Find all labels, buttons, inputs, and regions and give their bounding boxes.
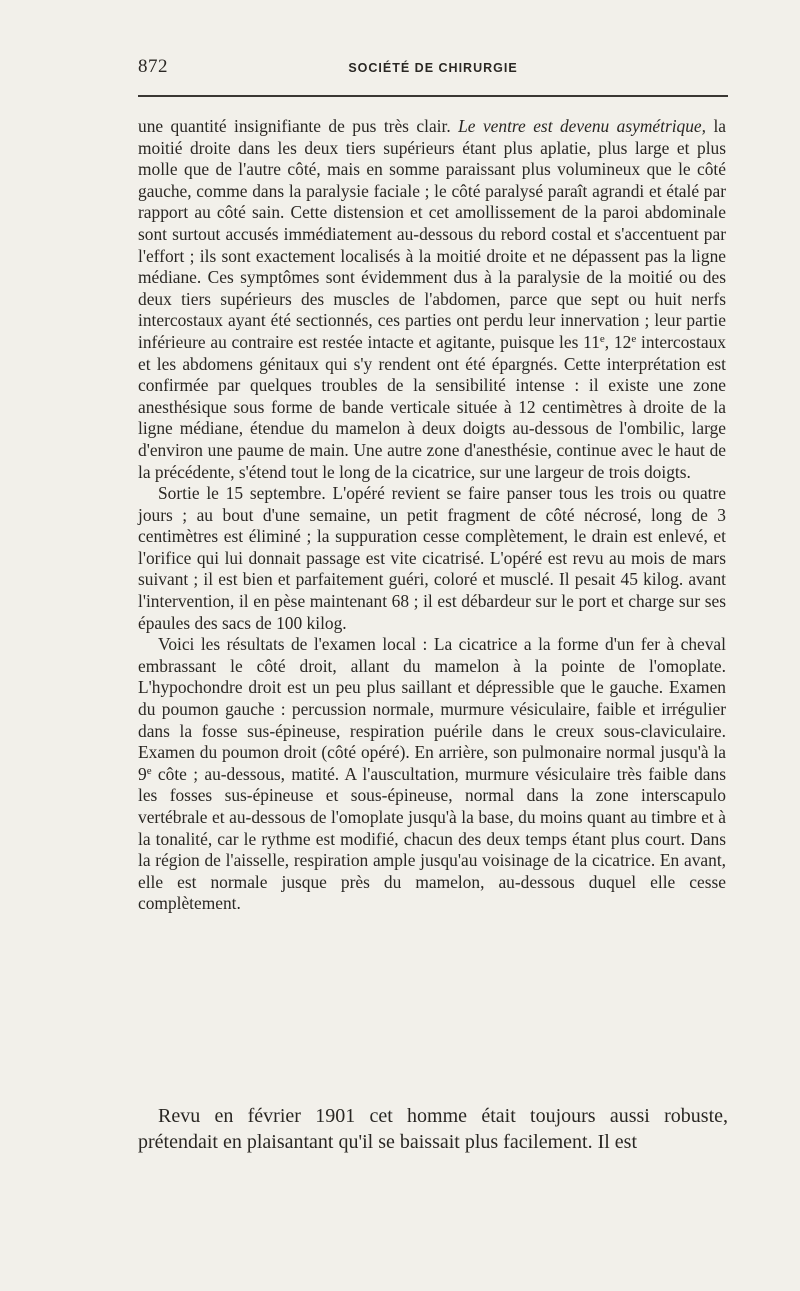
paragraph-2: Sortie le 15 septembre. L'opéré revient se faire panser tous les trois ou quatre jours ; au bout d'une semaine, un petit fragment de côté nécrosé, long de 3 centimètres est éliminé ; la suppuration cesse complètement, le drain est enlevé, et l'orifice qui lui donnait passage est vite cicatrisé. L'opéré est revu au mois de mars suivant ; il est bien et parfaitement guéri, coloré et musclé. Il pesait 45 kilog. avant l'intervention, il en pèse maintenant 68 ; il est débardeur sur le port et charge sur ses épaules des sacs de 100 kilog. bbox=[138, 483, 726, 633]
superscript: e bbox=[599, 332, 605, 345]
paragraph-1 bbox=[138, 116, 726, 483]
header-rule bbox=[138, 95, 728, 97]
page-header bbox=[138, 56, 728, 82]
page-number: 872 bbox=[138, 56, 168, 77]
paragraph-1-text-a: une quantité insignifiante de pus très clair. bbox=[138, 116, 459, 136]
paragraph-3-text-a: Voici les résultats de l'examen local : La cicatrice a la forme d'un fer à cheval embrassant le côté droit, allant du mamelon à la pointe de l'omoplate. L'hypochondre droit est un peu plus saillant et dépressible que le gauche. Examen du poumon gauche : percussion normale, murmure vésiculaire, faible et irrégulier dans la fosse sus-épineuse, respiration puérile dans le creux sous-claviculaire. Examen du poumon droit (côté opéré). En arrière, son pulmonaire normal jusqu'à la 9 bbox=[138, 634, 726, 784]
paragraph-1-text-b: la moitié droite dans les deux tiers supérieurs étant plus aplatie, plus large et plus molle que de l'autre côté, mais en somme paraissant plus volumineux que le côté gauche, comme dans la paralysie faciale ; le côté paralysé paraît agrandi et étalé par rapport au côté sain. Cette distension et cet amollissement de la paroi abdominale sont surtout accusés immédiatement au-dessous du rebord costal et s'accentuent par l'effort ; ils sont exactement localisés à la moitié droite et ne dépassent pas la ligne médiane. Ces symptômes sont évidemment dus à la paralysie de la moitié ou des deux tiers supérieurs des muscles de l'abdomen, parce que sept ou huit nerfs intercostaux ayant été sectionnés, ces parties ont perdu leur innervation ; leur partie inférieure au contraire est restée intacte et agitante, puisque les 11 bbox=[138, 116, 726, 352]
superscript: e bbox=[146, 764, 152, 777]
paragraph-3-text-b: côte ; au-dessous, matité. A l'auscultation, murmure vésiculaire très faible dans les fosses sus-épineuse et sous-épineuse, normal dans la zone interscapulo vertébrale et au-dessous de l'omoplate jusqu'à la base, du moins quant au timbre et à la tonalité, car le rythme est modifié, chacun des deux temps étant plus court. Dans la région de l'aisselle, respiration ample jusqu'au voisinage de la cicatrice. En avant, elle est normale jusque près du mamelon, au-dessous duquel elle cesse complètement. bbox=[138, 763, 726, 914]
paragraph-3 bbox=[138, 634, 726, 915]
body-text bbox=[138, 116, 726, 915]
running-head: SOCIÉTÉ DE CHIRURGIE bbox=[348, 61, 518, 75]
paragraph-1-text-c: , 12 bbox=[604, 331, 632, 352]
paragraph-4: Revu en février 1901 cet homme était toujours aussi robuste, prétendait en plaisantant qu'il se baissait plus facilement. Il est bbox=[138, 1105, 728, 1153]
paragraph-1-italic: Le ventre est devenu asymétrique, bbox=[458, 116, 706, 136]
superscript: e bbox=[631, 332, 637, 345]
paragraph-1-text-d: intercostaux et les abdomens génitaux qui s'y rendent ont été épargnés. Cette interprétation est confirmée par quelques troubles de la sensibilité intense : il existe une zone anesthésique sous forme de bande verticale située à 12 centimètres à droite de la ligne médiane, étendue du mamelon à deux doigts au-dessous de l'ombilic, large d'environ une paume de main. Une autre zone d'anesthésie, continue avec le haut de la précédente, s'étend tout le long de la cicatrice, sur une largeur de trois doigts. bbox=[138, 331, 726, 482]
